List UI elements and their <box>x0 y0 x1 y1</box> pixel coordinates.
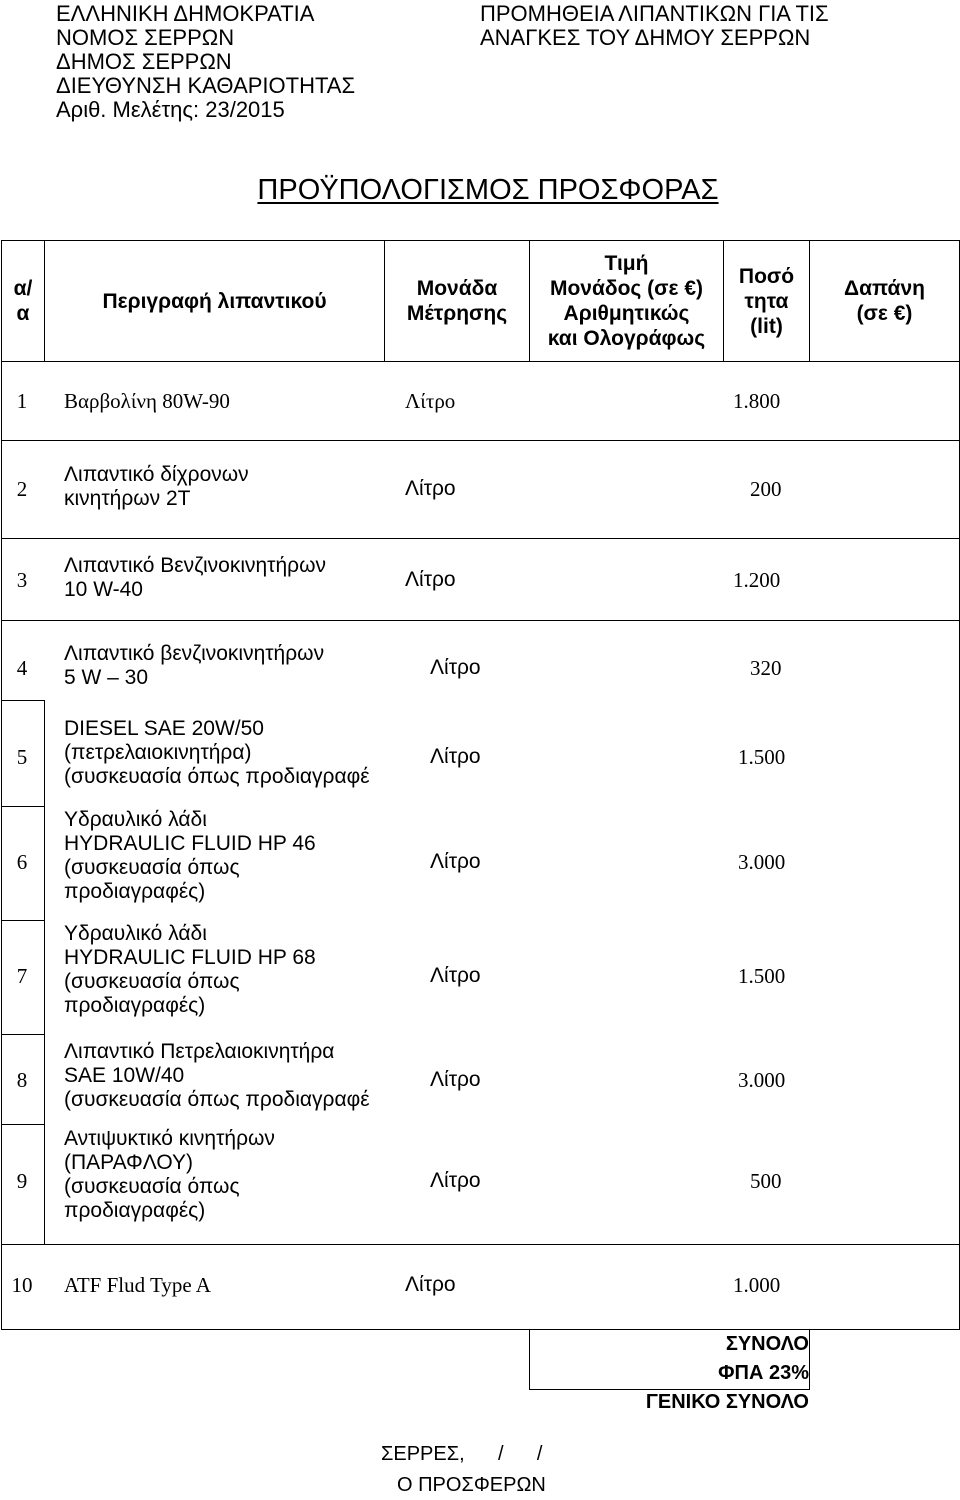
header-description: Περιγραφή λιπαντικού <box>102 289 327 313</box>
row-divider <box>1 700 45 701</box>
row-number: 5 <box>16 745 28 769</box>
study-number: Αριθ. Μελέτης: 23/2015 <box>56 97 285 122</box>
issuer-line: ΔΙΕΥΘΥΝΣΗ ΚΑΘΑΡΙΟΤΗΤΑΣ <box>56 73 356 98</box>
signature-date: ΣΕΡΡΕΣ, / / <box>381 1443 543 1465</box>
row-number: 4 <box>16 656 28 680</box>
row-description: Λιπαντικό Πετρελαιοκινητήρα SAE 10W/40 (συσκευασία όπως προδιαγραφέ <box>64 1040 370 1111</box>
row-divider <box>1 620 960 621</box>
subject-line: ΠΡΟΜΗΘΕΙΑ ΛΙΠΑΝΤΙΚΩΝ ΓΙΑ ΤΙΣ <box>480 1 829 26</box>
row-number: 3 <box>16 568 28 592</box>
row-number: 2 <box>16 477 28 501</box>
header-unit: Μονάδα Μέτρησης <box>406 277 508 325</box>
row-divider <box>1 538 960 539</box>
header-aa: α/ α <box>13 277 33 325</box>
row-divider <box>1 920 45 921</box>
row-number: 9 <box>16 1169 28 1193</box>
row-description: Λιπαντικό βενζινοκινητήρων 5 W – 30 <box>64 642 325 689</box>
row-quantity: 1.000 <box>733 1273 781 1297</box>
row-quantity: 1.500 <box>738 745 786 769</box>
row-unit: Λίτρο <box>430 964 481 987</box>
row-number: 7 <box>16 964 28 988</box>
row-description: Βαρβολίνη 80W-90 <box>64 389 230 413</box>
row-unit: Λίτρο <box>405 568 456 591</box>
row-quantity: 1.800 <box>733 389 781 413</box>
row-quantity: 320 <box>750 656 782 680</box>
header-quantity: Ποσό τητα (lit) <box>738 264 795 338</box>
row-unit: Λίτρο <box>405 389 456 413</box>
row-divider <box>1 1124 45 1125</box>
grand-total-label: ΓΕΝΙΚΟ ΣΥΝΟΛΟ <box>645 1391 809 1413</box>
row-divider <box>1 1034 45 1035</box>
row-number: 6 <box>16 850 28 874</box>
totals-border <box>809 1329 810 1389</box>
row-unit: Λίτρο <box>430 745 481 768</box>
vat-label: ΦΠΑ 23% <box>718 1362 809 1384</box>
row-quantity: 200 <box>750 477 782 501</box>
row-number: 1 <box>16 389 28 413</box>
issuer-line: ΔΗΜΟΣ ΣΕΡΡΩΝ <box>56 49 232 74</box>
row-divider <box>1 806 45 807</box>
row-unit: Λίτρο <box>430 850 481 873</box>
row-description: Υδραυλικό λάδι HYDRAULIC FLUID HP 68 (συσκευασία όπως προδιαγραφές) <box>64 922 316 1017</box>
row-number: 10 <box>11 1273 33 1297</box>
row-divider <box>1 1329 960 1330</box>
row-description: Αντιψυκτικό κινητήρων (ΠΑΡΑΦΛΟΥ) (συσκευασία όπως προδιαγραφές) <box>64 1127 275 1222</box>
row-divider <box>1 361 960 362</box>
issuer-line: ΝΟΜΟΣ ΣΕΡΡΩΝ <box>56 25 235 50</box>
row-quantity: 3.000 <box>738 850 786 874</box>
subject-line: ΑΝΑΓΚΕΣ ΤΟΥ ΔΗΜΟΥ ΣΕΡΡΩΝ <box>480 25 811 50</box>
issuer-block <box>56 2 355 122</box>
row-unit: Λίτρο <box>405 477 456 500</box>
row-description: Λιπαντικό δίχρονων κινητήρων 2Τ <box>64 463 249 510</box>
row-description: Λιπαντικό Βενζινοκινητήρων 10 W-40 <box>64 554 326 601</box>
row-description: ATF Flud Type A <box>64 1273 211 1297</box>
row-unit: Λίτρο <box>405 1273 456 1296</box>
row-divider <box>1 1244 960 1245</box>
issuer-line: ΕΛΛΗΝΙΚΗ ΔΗΜΟΚΡΑΤΙΑ <box>56 1 315 26</box>
signature-bidder: Ο ΠΡΟΣΦΕΡΩΝ <box>397 1474 546 1496</box>
total-label: ΣΥΝΟΛΟ <box>725 1333 809 1355</box>
row-description: DIESEL SAE 20W/50 (πετρελαιοκινητήρα) (συσκευασία όπως προδιαγραφέ <box>64 717 370 788</box>
row-unit: Λίτρο <box>430 1169 481 1192</box>
subject-block <box>480 2 829 50</box>
header-unit-price: Τιμή Μονάδος (σε €) Αριθμητικώς και Ολογράφως <box>547 252 706 350</box>
row-quantity: 1.500 <box>738 964 786 988</box>
row-unit: Λίτρο <box>430 656 481 679</box>
header-cost: Δαπάνη (σε €) <box>844 277 925 325</box>
row-number: 8 <box>16 1068 28 1092</box>
row-unit: Λίτρο <box>430 1068 481 1091</box>
column-divider <box>44 700 45 1244</box>
page-title: ΠΡΟΫΠΟΛΟΓΙΣΜΟΣ ΠΡΟΣΦΟΡΑΣ <box>257 174 719 206</box>
row-quantity: 1.200 <box>733 568 781 592</box>
row-divider <box>1 440 960 441</box>
row-quantity: 500 <box>750 1169 782 1193</box>
totals-border <box>529 1389 810 1390</box>
row-quantity: 3.000 <box>738 1068 786 1092</box>
row-description: Υδραυλικό λάδι HYDRAULIC FLUID HP 46 (συσκευασία όπως προδιαγραφές) <box>64 808 316 903</box>
